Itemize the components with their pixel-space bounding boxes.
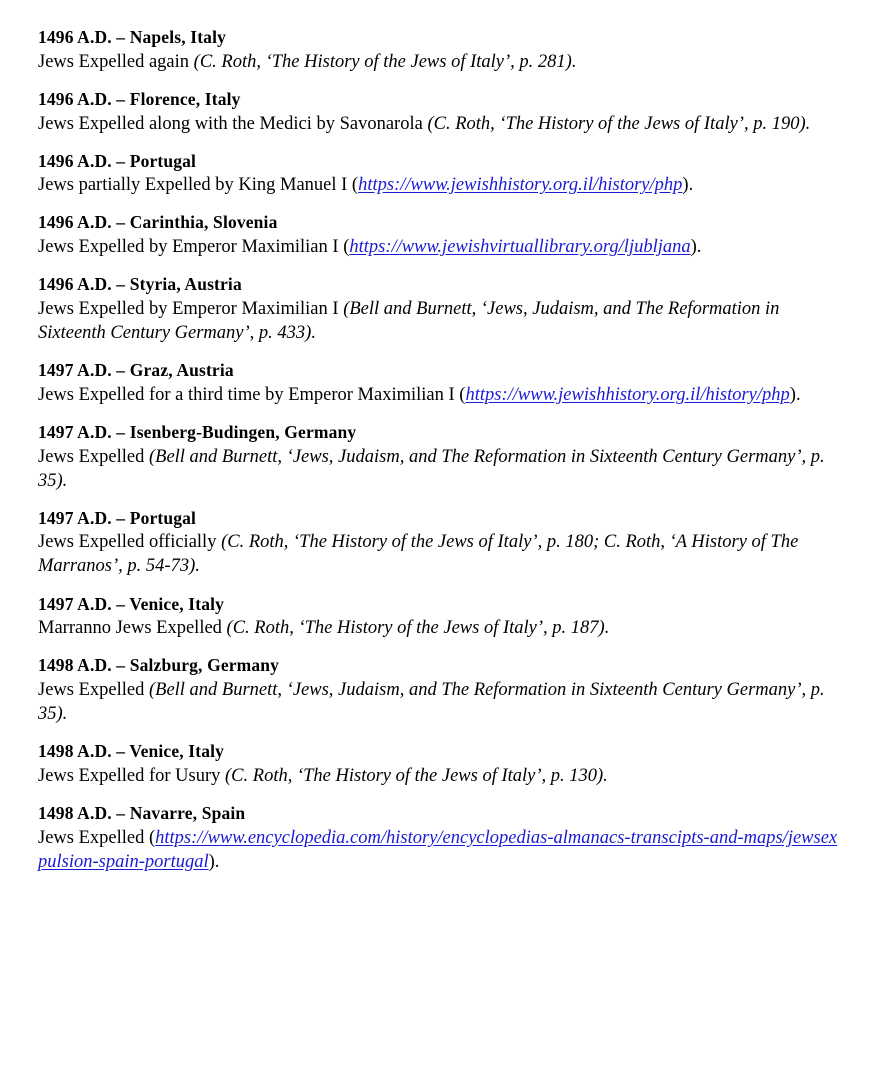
entry-description: Jews Expelled along with the Medici by Savonarola: [38, 113, 428, 134]
entry-body: [38, 530, 846, 578]
citation-text: (C. Roth, ‘The History of the Jews of Italy’, p. 281).: [193, 51, 577, 72]
entry-description: Jews Expelled again: [38, 51, 194, 72]
expulsion-entry-list: [38, 26, 846, 874]
entry-description: Jews Expelled officially: [38, 532, 222, 553]
citation-text: (C. Roth, ‘The History of the Jews of Italy’, p. 130).: [225, 765, 608, 786]
entry-heading: 1498 A.D. – Salzburg, Germany: [38, 655, 280, 676]
entry-description: Jews Expelled: [38, 446, 149, 467]
entry-heading: 1497 A.D. – Portugal: [38, 507, 197, 528]
entry-body: [38, 764, 846, 788]
entry-heading: 1497 A.D. – Isenberg-Budingen, Germany: [38, 421, 357, 442]
entry-description: Jews Expelled by Emperor Maximilian I: [38, 237, 344, 258]
entry-body: [38, 297, 846, 345]
expulsion-entry: [38, 26, 846, 74]
entry-body: [38, 616, 846, 640]
entry-body: [38, 445, 846, 493]
entry-heading: 1496 A.D. – Florence, Italy: [38, 88, 241, 109]
entry-heading: 1497 A.D. – Graz, Austria: [38, 360, 234, 381]
entry-description: Jews Expelled for a third time by Emperor Maximilian I: [38, 384, 460, 405]
entry-body: [38, 826, 846, 874]
source-link[interactable]: https://www.jewishhistory.org.il/history/php: [358, 175, 683, 196]
citation-text: (C. Roth, ‘The History of the Jews of Italy’, p. 180; C. Roth, ‘A History of The Marranos’, p. 54-73).: [38, 532, 799, 577]
citation-text: (C. Roth, ‘The History of the Jews of Italy’, p. 187).: [226, 618, 610, 639]
expulsion-entry: [38, 507, 846, 579]
entry-body: [38, 173, 846, 197]
expulsion-entry: [38, 273, 846, 345]
entry-description: Jews Expelled for Usury: [38, 765, 226, 786]
entry-heading: 1497 A.D. – Venice, Italy: [38, 593, 225, 614]
entry-heading: 1496 A.D. – Carinthia, Slovenia: [38, 212, 278, 233]
entry-body: [38, 112, 846, 136]
punctuation-text: ).: [208, 851, 220, 872]
entry-body: [38, 678, 846, 726]
expulsion-entry: [38, 421, 846, 493]
expulsion-entry: [38, 740, 846, 788]
entry-heading: 1498 A.D. – Navarre, Spain: [38, 802, 246, 823]
source-link[interactable]: https://www.jewishvirtuallibrary.org/ljubljana: [349, 237, 691, 258]
punctuation-text: ).: [789, 384, 801, 405]
entry-description: Jews Expelled by Emperor Maximilian I: [38, 298, 344, 319]
citation-text: (Bell and Burnett, ‘Jews, Judaism, and The Reformation in Sixteenth Century Germany’, p. 35).: [38, 446, 825, 491]
expulsion-entry: [38, 150, 846, 198]
citation-text: (C. Roth, ‘The History of the Jews of Italy’, p. 190).: [427, 113, 811, 134]
expulsion-entry: [38, 802, 846, 874]
entry-heading: 1498 A.D. – Venice, Italy: [38, 741, 225, 762]
punctuation-text: (: [148, 827, 156, 848]
punctuation-text: (: [351, 175, 359, 196]
entry-description: Marranno Jews Expelled: [38, 618, 227, 639]
entry-description: Jews Expelled: [38, 680, 149, 701]
punctuation-text: (: [343, 237, 350, 258]
entry-heading: 1496 A.D. – Styria, Austria: [38, 274, 242, 295]
entry-heading: 1496 A.D. – Napels, Italy: [38, 27, 226, 47]
citation-text: (Bell and Burnett, ‘Jews, Judaism, and The Reformation in Sixteenth Century Germany’, p. 433).: [38, 298, 780, 343]
punctuation-text: ).: [690, 237, 702, 258]
citation-text: (Bell and Burnett, ‘Jews, Judaism, and The Reformation in Sixteenth Century Germany’, p. 35).: [38, 680, 825, 725]
punctuation-text: (: [459, 384, 466, 405]
source-link[interactable]: https://www.encyclopedia.com/history/encyclopedias-almanacs-transcipts-and-maps/jewsexpulsion-spain-portugal: [38, 827, 838, 872]
expulsion-entry: [38, 654, 846, 726]
expulsion-entry: [38, 88, 846, 136]
expulsion-entry: [38, 359, 846, 407]
entry-description: Jews partially Expelled by King Manuel I: [38, 175, 352, 196]
expulsion-entry: [38, 593, 846, 641]
expulsion-entry: [38, 211, 846, 259]
entry-description: Jews Expelled: [38, 827, 149, 848]
entry-body: [38, 383, 846, 407]
entry-body: [38, 235, 846, 259]
punctuation-text: ).: [682, 175, 694, 196]
entry-body: [38, 50, 846, 74]
entry-heading: 1496 A.D. – Portugal: [38, 150, 197, 171]
source-link[interactable]: https://www.jewishhistory.org.il/history/php: [465, 384, 790, 405]
